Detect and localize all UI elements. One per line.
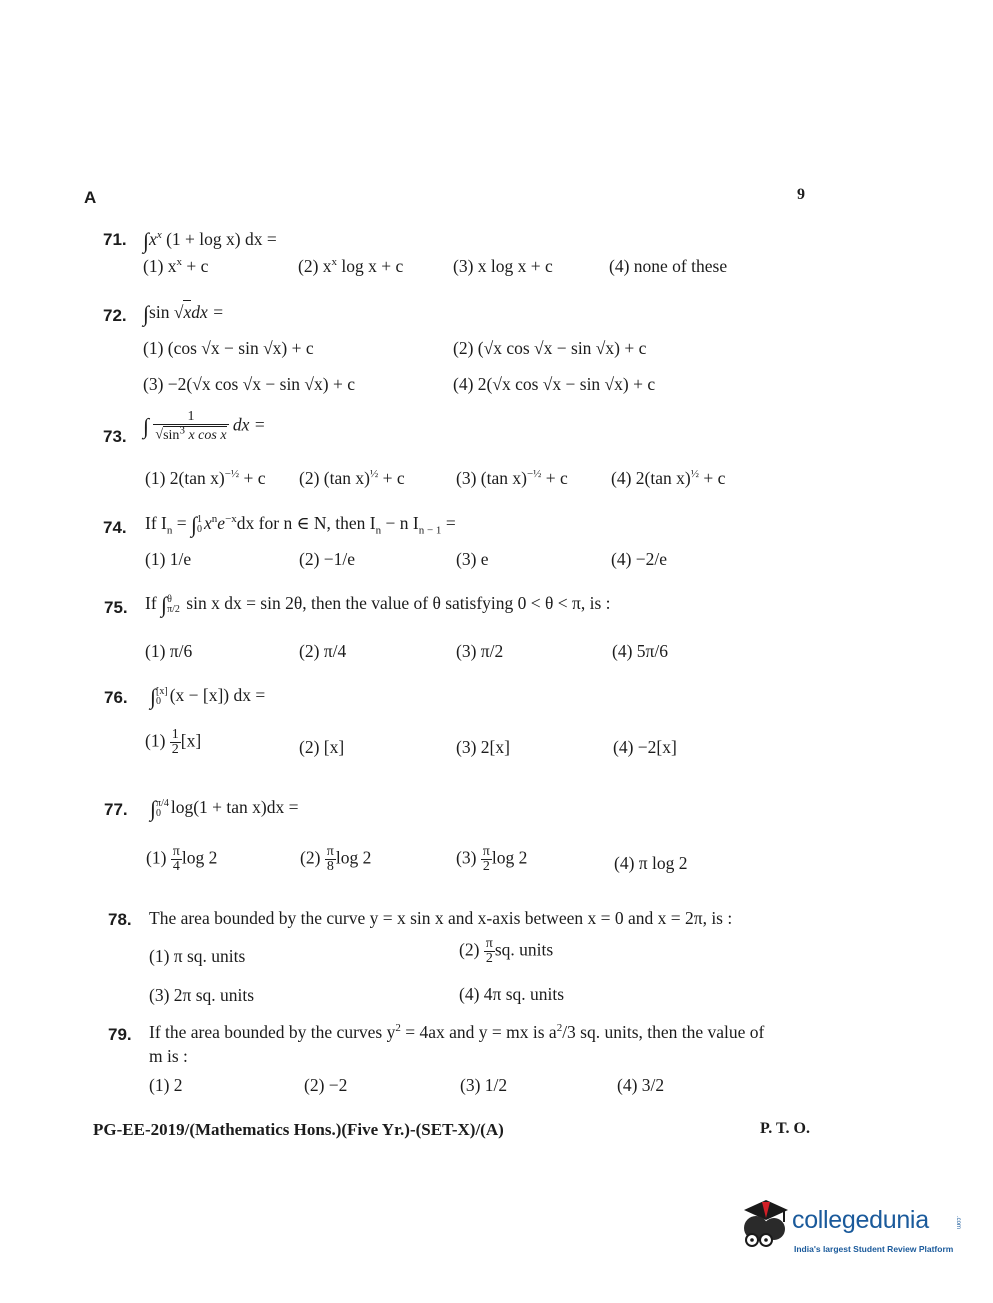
option-2[interactable]: (2) −1/e <box>299 549 356 569</box>
option-2[interactable]: (2) π/4 <box>299 641 347 661</box>
option-2[interactable]: (2) $\frac{\pi}{2}$ sq. units <box>459 936 554 966</box>
option-2[interactable]: (2) $x^x$ log x + c <box>298 256 404 276</box>
option-4[interactable]: (4) none of these <box>609 256 728 276</box>
question-number: 75. <box>104 598 128 617</box>
paper-code: PG-EE-2019/(Mathematics Hons.)(Five Yr.)-(SET-X)/(A) <box>93 1120 504 1139</box>
option-1[interactable]: (1) 1/e <box>145 549 192 569</box>
pto-label: P. T. O. <box>760 1120 810 1137</box>
option-1[interactable]: (1) π/6 <box>145 641 193 661</box>
option-1[interactable]: (1) π sq. units <box>149 946 246 966</box>
student-mascot-icon <box>734 1196 792 1254</box>
question-number: 76. <box>104 688 128 707</box>
question-stem: ∫ $\frac{1}{√\sin^3 x \cos x}$ dx = <box>143 409 266 443</box>
question-number: 74. <box>103 518 127 537</box>
option-1[interactable]: (1) 2 <box>149 1075 183 1095</box>
question-stem: If the area bounded by the curves $y^2 = 4ax$ and y = mx is $a^2/3$ sq. units, then the value of <box>149 1022 765 1042</box>
option-1[interactable]: (1) $\frac{1}{2}$ [x] <box>145 727 202 757</box>
option-4[interactable]: (4) 2(tan x)$^{\frac{1}{2}}$ + c <box>611 468 726 488</box>
option-3[interactable]: (3) (tan x)$^{-\frac{1}{2}}$ + c <box>456 468 568 488</box>
option-4[interactable]: (4) −2[x] <box>613 737 677 757</box>
question-number: 77. <box>104 800 128 819</box>
question-stem-line-2: m is : <box>149 1046 188 1066</box>
option-2[interactable]: (2) −2 <box>304 1075 348 1095</box>
option-2[interactable]: (2) [x] <box>299 737 345 757</box>
question-number: 71. <box>103 230 127 249</box>
option-1[interactable]: (1) 2(tan x)$^{-\frac{1}{2}}$ + c <box>145 468 266 488</box>
brand-domain: .com <box>955 1216 961 1230</box>
option-1[interactable]: (1) (cos √x − sin √x) + c <box>143 338 314 358</box>
option-3[interactable]: (3) −2(√x cos √x − sin √x) + c <box>143 374 355 394</box>
option-2[interactable]: (2) $\frac{\pi}{8}$ log 2 <box>300 844 372 874</box>
question-stem: ∫sin √xdx = <box>143 301 224 326</box>
question-number: 72. <box>103 306 127 325</box>
option-4[interactable]: (4) 2(√x cos √x − sin √x) + c <box>453 374 656 394</box>
option-3[interactable]: (3) $\frac{\pi}{2}$ log 2 <box>456 844 528 874</box>
option-4[interactable]: (4) 3/2 <box>617 1075 665 1095</box>
question-stem: $\int x^x$ (1 + log x) dx = <box>143 228 277 253</box>
option-1[interactable]: (1) $\frac{\pi}{4}$ log 2 <box>146 844 218 874</box>
question-number: 79. <box>108 1025 132 1044</box>
option-2[interactable]: (2) (tan x)$^{\frac{1}{2}}$ + c <box>299 468 405 488</box>
option-1[interactable]: (1) $x^x + c$ <box>143 256 209 276</box>
brand-tagline: India's largest Student Review Platform <box>794 1244 954 1254</box>
page-number: 9 <box>797 186 805 203</box>
option-4[interactable]: (4) 4π sq. units <box>459 984 565 1004</box>
option-3[interactable]: (3) e <box>456 549 489 569</box>
option-3[interactable]: (3) 2π sq. units <box>149 985 255 1005</box>
option-4[interactable]: (4) −2/e <box>611 549 668 569</box>
question-stem: The area bounded by the curve y = x sin x and x-axis between x = 0 and x = 2π, is : <box>149 908 733 928</box>
brand-wordmark: collegedunia <box>792 1206 929 1234</box>
option-4[interactable]: (4) π log 2 <box>614 853 688 873</box>
question-stem: If $I_n$ = ∫ 1 0 $x^ne^{-x}dx$ for n ∈ N, then $I_n - n$ $I_{n - 1}$ = <box>145 512 456 537</box>
option-3[interactable]: (3) 1/2 <box>460 1075 508 1095</box>
option-3[interactable]: (3) x log x + c <box>453 256 553 276</box>
question-stem: If ∫ θ π/2 sin x dx = sin 2θ, then the value of θ satisfying 0 < θ < π, is : <box>145 592 611 617</box>
option-3[interactable]: (3) π/2 <box>456 641 504 661</box>
option-2[interactable]: (2) (√x cos √x − sin √x) + c <box>453 338 647 358</box>
question-stem: ∫ π/4 0 log(1 + tan x)dx = <box>150 796 299 821</box>
fraction: $\frac{1}{√\sin^3 x \cos x}$ <box>155 409 227 443</box>
set-letter: A <box>84 188 97 207</box>
question-number: 78. <box>108 910 132 929</box>
question-number: 73. <box>103 427 127 446</box>
option-3[interactable]: (3) 2[x] <box>456 737 510 757</box>
question-stem: ∫ [x] 0 (x − [x]) dx = <box>150 684 266 709</box>
option-4[interactable]: (4) 5π/6 <box>612 641 668 661</box>
